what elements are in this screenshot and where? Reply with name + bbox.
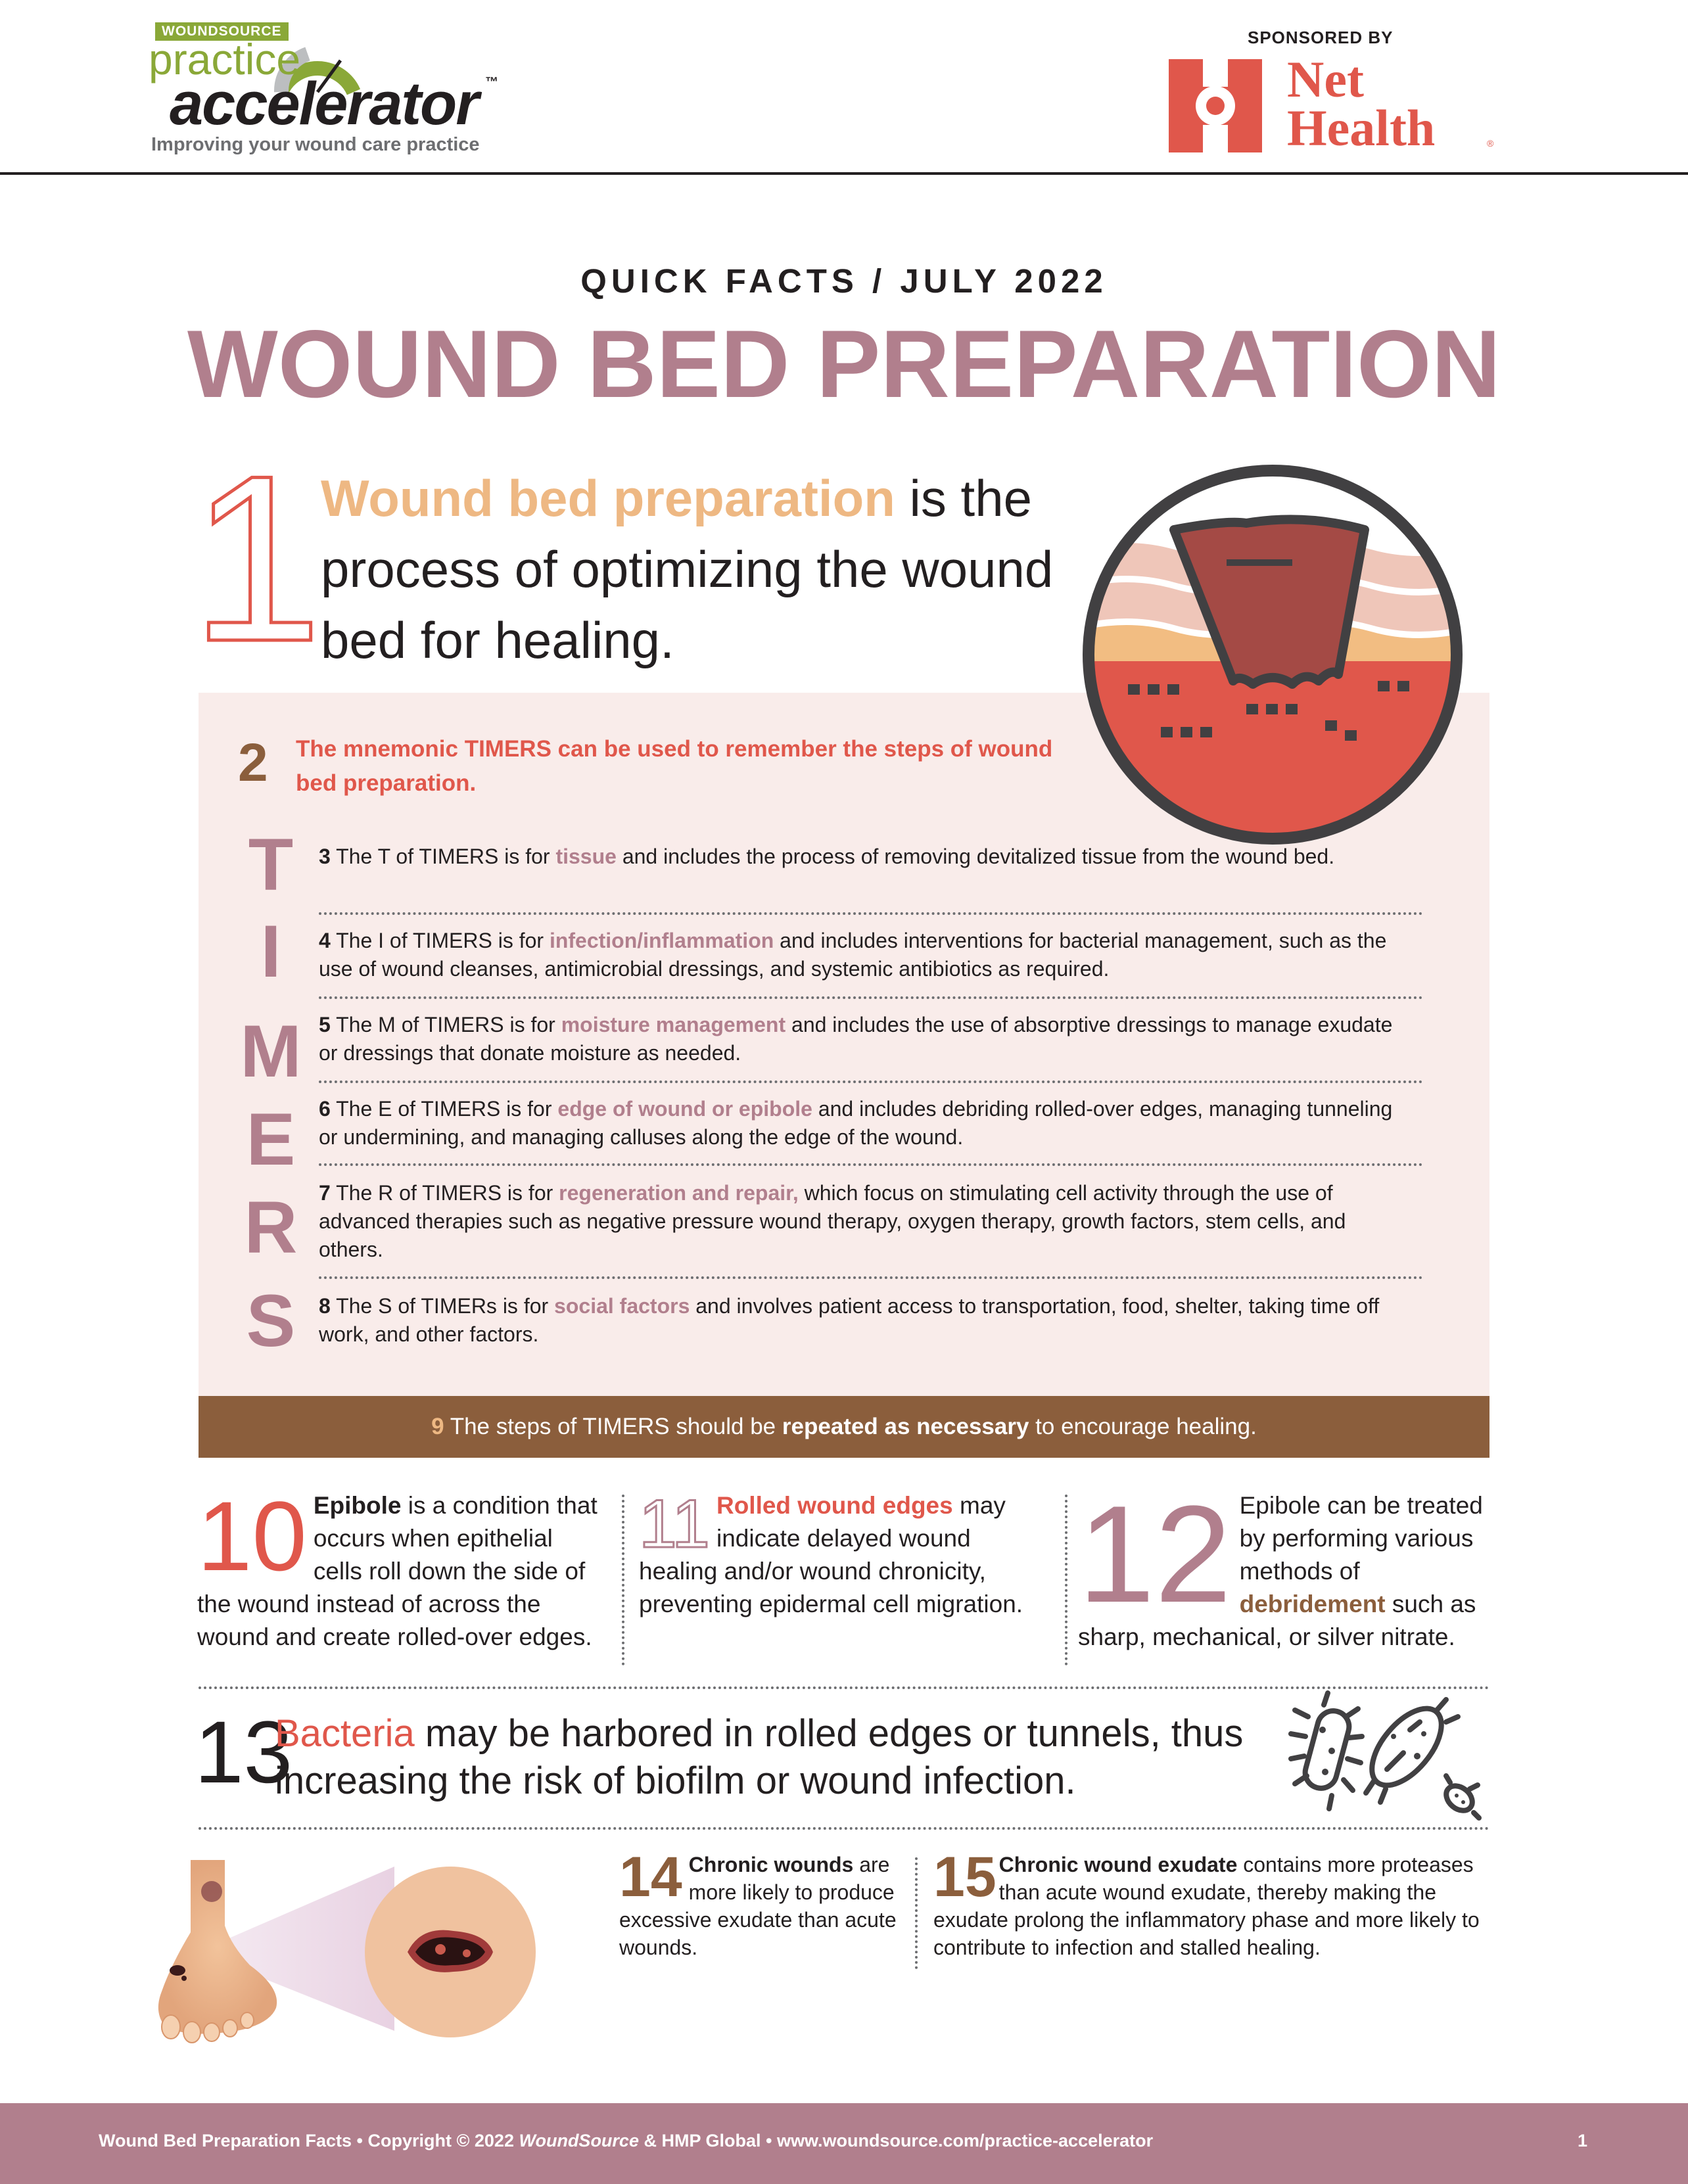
timers-item-m: 5 The M of TIMERS is for moisture management and includes the use of absorptive dressings to manage exudate or dressings that donate moisture as needed.	[319, 1013, 1393, 1065]
footer	[0, 2103, 1688, 2184]
header	[0, 0, 1688, 172]
fact-11: 11 Rolled wound edges may indicate delayed wound healing and/or wound chronicity, preventing epidermal cell migration.	[639, 1486, 1023, 1617]
logo-brand: WOUNDSOURCE	[155, 22, 289, 41]
timers-item-s: 8 The S of TIMERs is for social factors and involves patient access to transportation, food, shelter, taking time off work, and other factors.	[319, 1294, 1380, 1346]
fact-2-number: 2	[238, 733, 268, 793]
timers-item-r: 7 The R of TIMERS is for regeneration and repair, which focus on stimulating cell activity through the use of advanced therapies such as negative pressure wound therapy, oxygen therapy, growth factors, stem cells, and others.	[319, 1181, 1346, 1261]
timers-letter-r: R	[244, 1186, 298, 1268]
net-health-logo-icon	[1169, 59, 1262, 152]
fact-10: 10 Epibole is a condition that occurs when epithelial cells roll down the side of the wound instead of across the wound and create rolled-over edges.	[197, 1481, 598, 1650]
sponsored-by-label: SPONSORED BY	[1248, 28, 1394, 47]
fact-11-number: 11	[639, 1486, 710, 1562]
logo-practice: practice	[149, 35, 301, 83]
fact-12-number: 12	[1078, 1477, 1232, 1631]
divider	[199, 1686, 1489, 1689]
divider	[319, 1276, 1423, 1279]
footer-copyright: Wound Bed Preparation Facts • Copyright © 2022 WoundSource & HMP Global • www.woundsource.com/practice-accelerator	[99, 2131, 1154, 2150]
fact-1-text: Wound bed preparation is the process of optimizing the wound bed for healing.	[321, 469, 1054, 669]
fact-10-number: 10	[197, 1481, 307, 1591]
timers-letter-m: M	[240, 1010, 302, 1092]
divider	[915, 1857, 918, 1969]
fact-15: 15 Chronic wound exudate contains more proteases than acute wound exudate, thereby making the exudate prolong the inflammatory phase and more likely to contribute to infection and stalled healing.	[933, 1846, 1480, 1959]
fact-13-number: 13	[195, 1704, 293, 1801]
fact-14: 14 Chronic wounds are more likely to produce excessive exudate than acute wounds.	[619, 1846, 897, 1959]
divider	[622, 1495, 624, 1665]
logo-tagline: Improving your wound care practice	[151, 134, 480, 155]
fact-9-banner: 9 The steps of TIMERS should be repeated as necessary to encourage healing.	[199, 1396, 1489, 1458]
divider	[319, 912, 1423, 915]
timers-item-e: 6 The E of TIMERS is for edge of wound or epibole and includes debriding rolled-over edges, managing tunneling or undermining, and managing calluses along the edge of the wound.	[319, 1097, 1393, 1149]
registered-mark: ®	[1487, 138, 1494, 149]
fact-13-text: Bacteria may be harbored in rolled edges or tunnels, thus increasing the risk of biofilm or wound infection.	[275, 1712, 1244, 1802]
page-title: WOUND BED PREPARATION	[187, 310, 1501, 417]
timers-item-t: 3 The T of TIMERS is for tissue and includes the process of removing devitalized tissue from the wound bed.	[319, 845, 1335, 868]
fact-1-number: 1	[191, 427, 323, 691]
fact-15-number: 15	[933, 1846, 996, 1909]
bacteria-icon	[1288, 1690, 1486, 1822]
diabetic-foot-ulcer-illustration	[145, 1853, 578, 2044]
timers-letter-i: I	[260, 910, 281, 992]
timers-item-i: 4 The I of TIMERS is for infection/inflammation and includes interventions for bacterial management, such as the use of wound cleanses, antimicrobial dressings, and systemic antibiotics as required.	[319, 929, 1387, 981]
divider	[319, 996, 1423, 999]
logo-trademark: ™	[485, 75, 498, 89]
timers-letter-t: T	[248, 824, 294, 906]
wound-cross-section-icon	[1075, 457, 1470, 852]
net-health-logo-text: Net Health	[1287, 51, 1436, 156]
page-number: 1	[1578, 2131, 1588, 2150]
header-divider	[0, 172, 1688, 175]
logo-accelerator: accelerator	[170, 70, 478, 137]
divider	[319, 1080, 1423, 1083]
fact-2-text: The mnemonic TIMERS can be used to remember the steps of wound bed preparation.	[296, 736, 1053, 796]
divider	[1065, 1495, 1067, 1665]
quick-facts-kicker: QUICK FACTS / JULY 2022	[580, 262, 1108, 300]
fact-14-number: 14	[619, 1846, 682, 1909]
timers-letter-e: E	[246, 1098, 296, 1180]
divider	[199, 1827, 1489, 1830]
divider	[319, 1163, 1423, 1166]
timers-letter-s: S	[246, 1280, 296, 1362]
fact-12: 12 Epibole can be treated by performing various methods of debridement such as sharp, mechanical, or silver nitrate.	[1078, 1477, 1483, 1650]
fact-1-highlight: Wound bed preparation	[321, 469, 895, 527]
